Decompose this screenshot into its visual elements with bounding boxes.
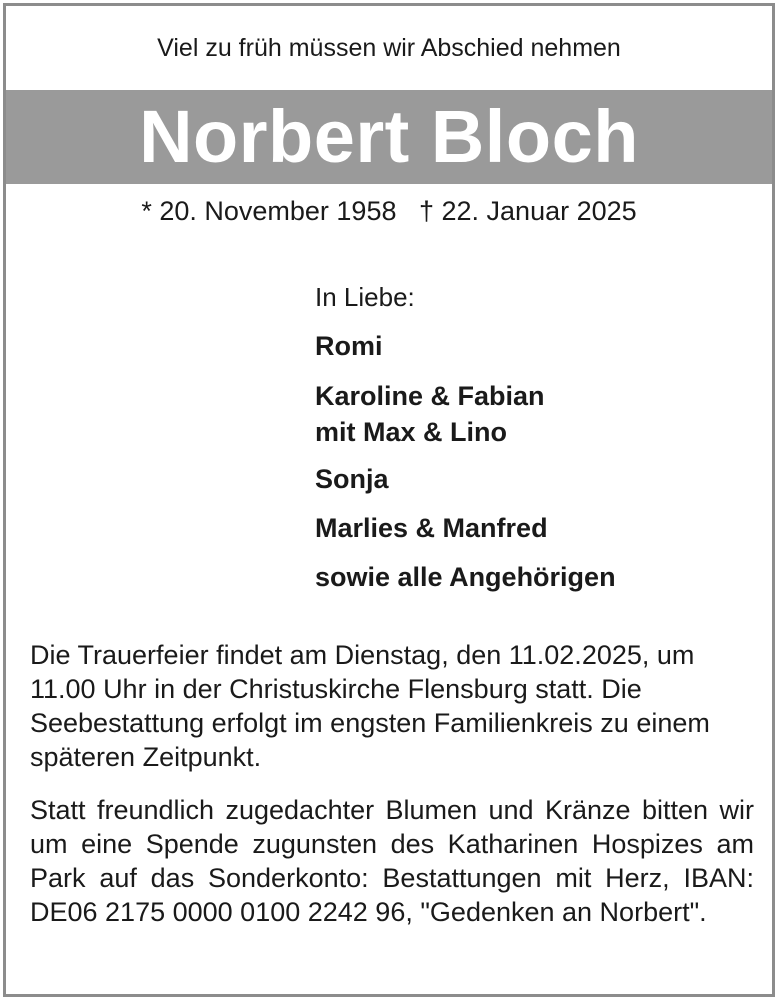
love-label: In Liebe: bbox=[315, 282, 415, 312]
mourner-name: Sonja bbox=[315, 464, 389, 494]
service-details: Die Trauerfeier findet am Dienstag, den 11.02.2025, um 11.00 Uhr in der Christuskirche Flensburg statt. Die Seebestattung erfolgt im engsten Familienkreis zu einem späteren Zeitpunkt. bbox=[30, 640, 710, 772]
mourner-name: Karoline & Fabian bbox=[315, 381, 545, 411]
donation-request: Statt freundlich zugedachter Blumen und Kränze bitten wir um eine Spende zugunsten des Katharinen Hospizes am Park auf das Sonderkonto: Bestattungen mit Herz, IBAN: DE06 2175 0000 0100 2242 96, "Gedenken an Norbert". bbox=[30, 795, 754, 927]
mourner-name: sowie alle Angehörigen bbox=[315, 562, 616, 592]
mourner-name: Romi bbox=[315, 331, 383, 361]
mourner-name: Marlies & Manfred bbox=[315, 513, 548, 543]
intro-line: Viel zu früh müssen wir Abschied nehmen bbox=[157, 34, 621, 62]
name-banner bbox=[6, 90, 772, 184]
mourner-name: mit Max & Lino bbox=[315, 417, 508, 447]
life-dates: * 20. November 1958 † 22. Januar 2025 bbox=[141, 196, 637, 226]
deceased-name: Norbert Bloch bbox=[139, 95, 639, 178]
obituary-notice bbox=[3, 3, 775, 997]
